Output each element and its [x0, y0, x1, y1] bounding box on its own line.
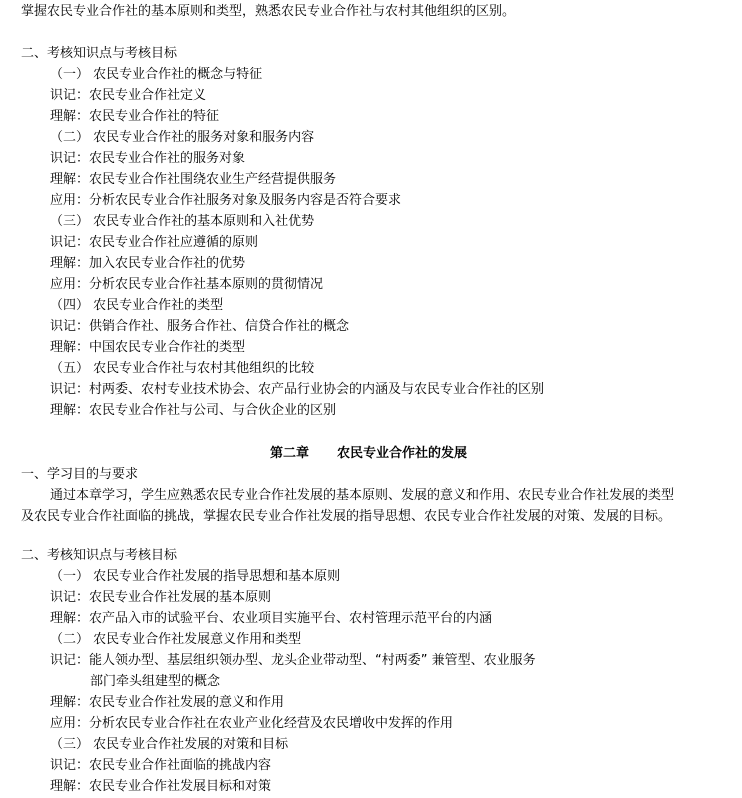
outline-item: 识记：供销合作社、服务合作社、信贷合作社的概念 [50, 319, 350, 334]
outline-item: 应用：分析农民专业合作社服务对象及服务内容是否符合要求 [50, 193, 402, 208]
outline-item: 识记：农民专业合作社应遵循的原则 [50, 235, 259, 250]
outline-item: 理解：加入农民专业合作社的优势 [50, 256, 246, 271]
chapter-name: 农民专业合作社的发展 [337, 446, 468, 461]
chapter-title [270, 444, 467, 464]
outline-item: 识记：能人领办型、基层组织领办型、龙头企业带动型、“村两委” 兼管型、农业服务 [50, 653, 536, 668]
outline-item: 理解：农产品入市的试验平台、农业项目实施平台、农村管理示范平台的内涵 [50, 611, 493, 626]
goals-paragraph-line: 及农民专业合作社面临的挑战，掌握农民专业合作社发展的指导思想、农民专业合作社发展的对策、发展的目标。 [21, 509, 672, 524]
outline-item: （二） 农民专业合作社的服务对象和服务内容 [50, 130, 315, 145]
outline-item: 理解：中国农民专业合作社的类型 [50, 340, 246, 355]
outline-item: （三） 农民专业合作社的基本原则和入社优势 [50, 214, 315, 229]
chapter-number: 第二章 [270, 446, 310, 461]
outline-item: 理解：农民专业合作社发展的意义和作用 [50, 695, 285, 710]
outline-item: （一） 农民专业合作社的概念与特征 [50, 67, 263, 82]
section-heading-assessment-2: 二、考核知识点与考核目标 [21, 548, 178, 563]
goals-paragraph-line: 通过本章学习，学生应熟悉农民专业合作社发展的基本原则、发展的意义和作用、农民专业合作社发展的类型 [50, 488, 675, 503]
outline-item-continuation: 部门牵头组建型的概念 [90, 674, 221, 689]
intro-text: 掌握农民专业合作社的基本原则和类型，熟悉农民专业合作社与农村其他组织的区别。 [21, 4, 516, 19]
outline-item: 理解：农民专业合作社的特征 [50, 109, 220, 124]
outline-item: 识记：农民专业合作社的服务对象 [50, 151, 246, 166]
outline-item: 识记：农民专业合作社定义 [50, 88, 207, 103]
outline-item: （二） 农民专业合作社发展意义作用和类型 [50, 632, 302, 647]
outline-item: 识记：农民专业合作社发展的基本原则 [50, 590, 272, 605]
outline-item: 理解：农民专业合作社与公司、与合伙企业的区别 [50, 403, 337, 418]
outline-item: （四） 农民专业合作社的类型 [50, 298, 224, 313]
outline-item: 理解：农民专业合作社发展目标和对策 [50, 779, 272, 794]
outline-item: 应用：分析农民专业合作社基本原则的贯彻情况 [50, 277, 324, 292]
outline-item: 应用：分析农民专业合作社在农业产业化经营及农民增收中发挥的作用 [50, 716, 454, 731]
outline-item: 识记：村两委、农村专业技术协会、农产品行业协会的内涵及与农民专业合作社的区别 [50, 382, 545, 397]
section-heading-goals: 一、学习目的与要求 [21, 467, 139, 482]
outline-item: （一） 农民专业合作社发展的指导思想和基本原则 [50, 569, 341, 584]
outline-item: （三） 农民专业合作社发展的对策和目标 [50, 737, 289, 752]
outline-item: （五） 农民专业合作社与农村其他组织的比较 [50, 361, 315, 376]
section-heading-assessment: 二、考核知识点与考核目标 [21, 46, 178, 61]
outline-item: 理解：农民专业合作社围绕农业生产经营提供服务 [50, 172, 337, 187]
outline-item: 识记：农民专业合作社面临的挑战内容 [50, 758, 272, 773]
